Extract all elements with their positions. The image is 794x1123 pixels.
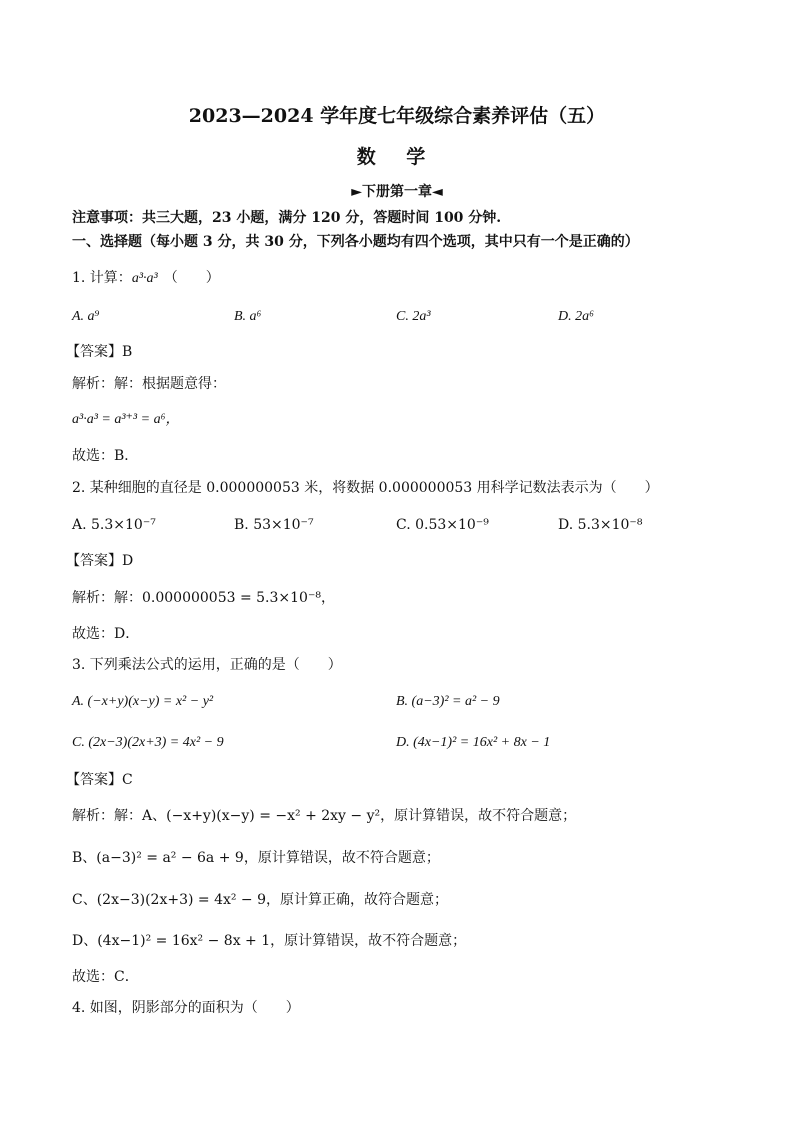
question-2-stem: 2. 某种细胞的直径是 0.000000053 米，将数据 0.000000053 用科学记数法表示为（ ） bbox=[72, 480, 659, 496]
question-3-stem: 3. 下列乘法公式的运用，正确的是（ ） bbox=[72, 657, 342, 673]
notice-text: 注意事项：共三大题，23 小题，满分 120 分，答题时间 100 分钟. bbox=[72, 210, 502, 226]
question-1-bracket: （ ） bbox=[163, 270, 220, 286]
question-2-option-c: C. 0.53×10⁻⁹ bbox=[396, 517, 489, 533]
question-1-option-d: D. 2a⁶ bbox=[558, 309, 594, 324]
question-2-analysis: 解析：解：0.000000053 = 5.3×10⁻⁸， bbox=[72, 590, 335, 606]
subject-title: 数 学 bbox=[356, 146, 438, 168]
section-heading: 一、选择题（每小题 3 分，共 30 分，下列各小题均有四个选项，其中只有一个是正确的） bbox=[72, 234, 639, 250]
question-1-answer: 【答案】B bbox=[66, 344, 133, 360]
question-4-stem: 4. 如图，阴影部分的面积为（ ） bbox=[72, 1000, 300, 1016]
chapter-label: ►下册第一章◄ bbox=[351, 184, 443, 200]
question-3-analysis-b: B、(a−3)² = a² − 6a + 9，原计算错误，故不符合题意； bbox=[72, 850, 440, 866]
question-3-analysis-c: C、(2x−3)(2x+3) = 4x² − 9，原计算正确，故符合题意； bbox=[72, 892, 449, 908]
question-3-answer: 【答案】C bbox=[66, 772, 133, 788]
question-2-option-a: A. 5.3×10⁻⁷ bbox=[72, 517, 156, 533]
question-1-option-b: B. a⁶ bbox=[234, 309, 262, 324]
question-1-option-c: C. 2a³ bbox=[396, 309, 431, 324]
question-1-analysis: 解析：解：根据题意得： bbox=[72, 376, 226, 392]
question-1-option-a: A. a⁹ bbox=[72, 309, 100, 324]
question-1-conclusion: 故选：B． bbox=[72, 448, 139, 464]
question-2-conclusion: 故选：D． bbox=[72, 626, 140, 642]
question-3-option-b: B. (a−3)² = a² − 9 bbox=[396, 694, 500, 709]
question-3-option-d: D. (4x−1)² = 16x² + 8x − 1 bbox=[396, 735, 551, 750]
question-3-option-c: C. (2x−3)(2x+3) = 4x² − 9 bbox=[72, 735, 224, 750]
question-3-option-a: A. (−x+y)(x−y) = x² − y² bbox=[72, 694, 214, 709]
question-2-option-d: D. 5.3×10⁻⁸ bbox=[558, 517, 643, 533]
question-1-stem bbox=[72, 268, 220, 289]
question-1-prefix: 1. 计算： bbox=[72, 270, 132, 286]
exam-title: 2023—2024 学年度七年级综合素养评估（五） bbox=[188, 105, 606, 127]
question-3-analysis-d: D、(4x−1)² = 16x² − 8x + 1，原计算错误，故不符合题意； bbox=[72, 933, 467, 949]
question-2-answer: 【答案】D bbox=[66, 553, 134, 569]
question-3-analysis-a: 解析：解：A、(−x+y)(x−y) = −x² + 2xy − y²，原计算错误，故不符合题意； bbox=[72, 808, 577, 824]
question-1-derivation: a³·a³ = a³⁺³ = a⁶， bbox=[72, 412, 180, 427]
question-3-conclusion: 故选：C． bbox=[72, 969, 139, 985]
question-1-expression: a³·a³ bbox=[131, 271, 158, 286]
question-2-option-b: B. 53×10⁻⁷ bbox=[234, 517, 314, 533]
